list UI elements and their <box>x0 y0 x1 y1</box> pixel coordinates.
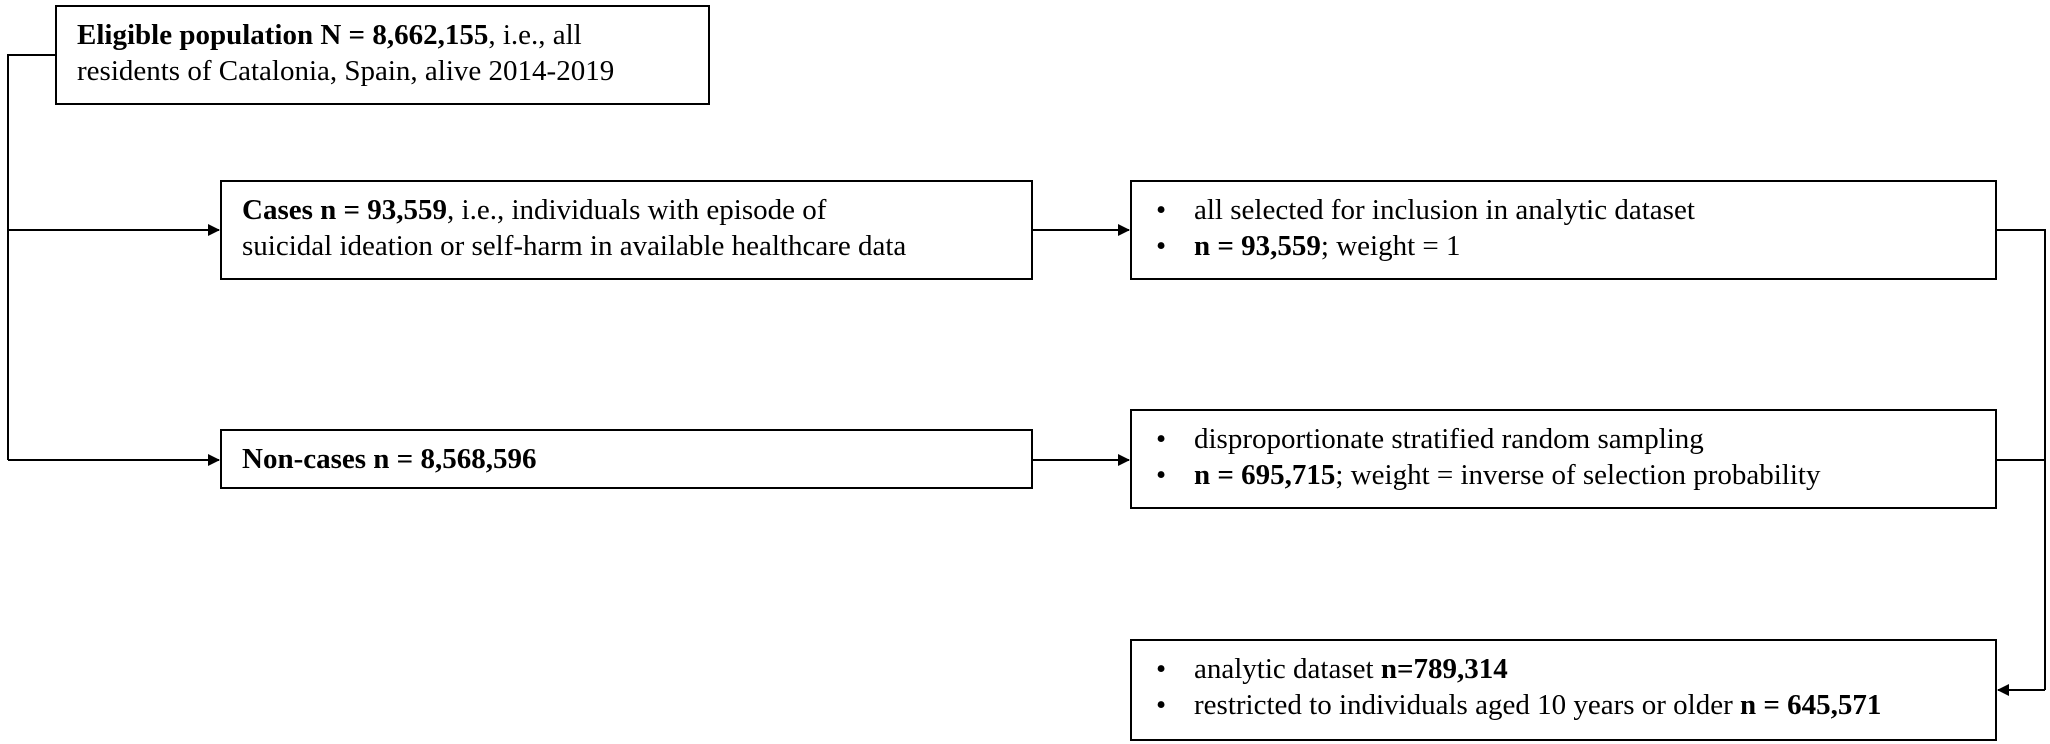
list-item <box>1152 421 1975 457</box>
list-item <box>1152 651 1975 687</box>
cases-selection-item-1: all selected for inclusion in analytic dataset <box>1194 194 1695 226</box>
noncases-selection-item-1: disproportionate stratified random sampling <box>1194 423 1704 455</box>
restricted-n: n = 645,571 <box>1740 689 1882 721</box>
noncases-selection-weight: ; weight = inverse of selection probability <box>1335 459 1821 491</box>
cases-selection-box <box>1130 180 1997 280</box>
eligible-population-box <box>55 5 710 105</box>
bullet-icon: • <box>1156 230 1167 262</box>
cases-desc-1: , i.e., individuals with episode of <box>447 194 827 226</box>
list-item <box>1152 192 1975 228</box>
analytic-label: analytic dataset <box>1194 653 1381 685</box>
bullet-icon: • <box>1156 194 1167 226</box>
cases-count: Cases n = 93,559 <box>242 194 448 226</box>
bullet-icon: • <box>1156 423 1167 455</box>
list-item <box>1152 457 1975 493</box>
cases-desc-2: suicidal ideation or self-harm in available healthcare data <box>242 230 907 262</box>
cases-selection-n: n = 93,559 <box>1194 230 1321 262</box>
analytic-dataset-box <box>1130 639 1997 741</box>
list-item <box>1152 228 1975 264</box>
noncases-box <box>220 429 1033 489</box>
bullet-icon: • <box>1156 653 1167 685</box>
population-desc-2: residents of Catalonia, Spain, alive 2014-2019 <box>77 55 615 87</box>
bullet-icon: • <box>1156 689 1167 721</box>
cases-selection-weight: ; weight = 1 <box>1320 230 1461 262</box>
noncases-selection-n: n = 695,715 <box>1194 459 1336 491</box>
list-item <box>1152 687 1975 723</box>
analytic-n: n=789,314 <box>1380 653 1508 685</box>
noncases-count: Non-cases n = 8,568,596 <box>242 443 537 475</box>
trunk-line <box>8 55 55 460</box>
population-desc-1: , i.e., all <box>488 19 582 51</box>
restricted-label: restricted to individuals aged 10 years or older <box>1194 689 1741 721</box>
population-count: Eligible population N = 8,662,155 <box>77 19 489 51</box>
noncases-selection-box <box>1130 409 1997 509</box>
bullet-icon: • <box>1156 459 1167 491</box>
cases-box <box>220 180 1033 280</box>
